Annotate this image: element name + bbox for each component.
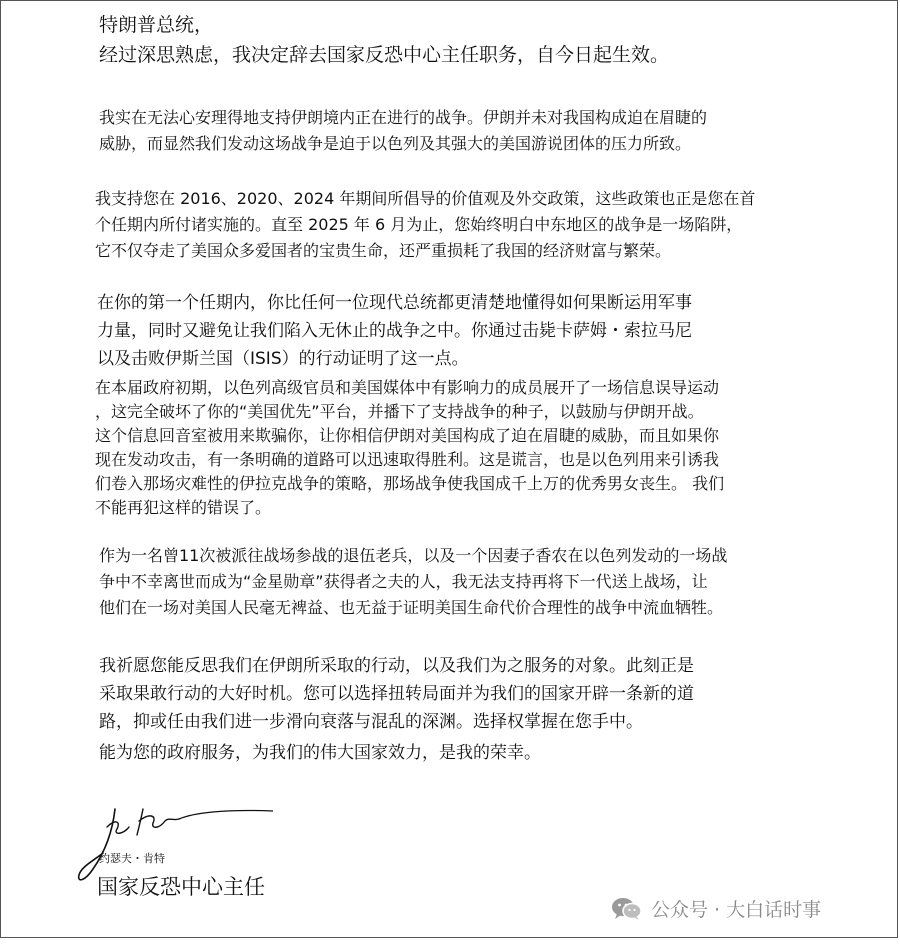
paragraph-4: 在本届政府初期，以色列高级官员和美国媒体中有影响力的成员展开了一场信息误导运动 ，这完全破坏了你的“美国优先”平台，并播下了支持战争的种子，以鼓励与伊朗开战。 这个信息回音室被用来欺骗你，让你相信伊朗对美国构成了迫在眉睫的威胁，而且如果你 现在发动攻击，有一条明确的道路可以迅速取得胜利。这是谎言，也是以色列用来引诱我 们卷入那场灾难性的伊拉克战争的策略，那场战争使我国成千上万的优秀男女丧生。 我们 不能再犯这样的错误了。 — [95, 378, 725, 517]
paragraph-3: 在你的第一个任期内，你比任何一位现代总统都更清楚地懂得如何果断运用军事 力量，同时又避免让我们陷入无休止的战争之中。你通过击毙卡萨姆・索拉马尼 以及击败伊斯兰国（ISIS）的行动证明了这一点。 — [97, 293, 692, 369]
closing-paragraph: 能为您的政府服务，为我们的伟大国家效力，是我的荣幸。 — [99, 743, 541, 763]
signer-title: 国家反恐中心主任 — [97, 875, 265, 899]
paragraph-2: 我支持您在 2016、2020、2024 年期间所倡导的价值观及外交政策，这些政策也正是您在首 个任期内所付诸实施的。直至 2025 年 6 月为止，您始终明白中东地区的战争是一场陷阱， 它不仅夺走了美国众多爱国者的宝贵生命，还严重损耗了我国的经济财富与繁荣。 — [95, 189, 756, 260]
watermark — [611, 895, 821, 922]
letter-greeting: 特朗普总统， — [99, 14, 214, 36]
paragraph-6: 我祈愿您能反思我们在伊朗所采取的行动，以及我们为之服务的对象。此刻正是 采取果敢行动的大好时机。您可以选择扭转局面并为我们的国家开辟一条新的道 路，抑或任由我们进一步滑向衰落与混乱的深渊。选择权掌握在您手中。 — [99, 656, 694, 732]
watermark-text: 公众号 · 大白话时事 — [651, 899, 822, 921]
paragraph-5: 作为一名曾11次被派往战场参战的退伍老兵，以及一个因妻子香农在以色列发动的一场战 争中不幸离世而成为“金星勋章”获得者之夫的人，我无法支持再将下一代送上战场，让 他们在一场对美国人民毫无裨益、也无益于证明美国生命代价合理性的战争中流血牺牲。 — [99, 546, 728, 617]
wechat-icon — [611, 896, 643, 922]
paragraph-1: 我实在无法心安理得地支持伊朗境内正在进行的战争。伊朗并未对我国构成迫在眉睫的 威胁，而显然我们发动这场战争是迫于以色列及其强大的美国游说团体的压力所致。 — [99, 108, 708, 153]
resignation-statement: 经过深思熟虑，我决定辞去国家反恐中心主任职务，自今日起生效。 — [99, 44, 670, 66]
signer-name: 约瑟夫・肯特 — [99, 852, 165, 865]
